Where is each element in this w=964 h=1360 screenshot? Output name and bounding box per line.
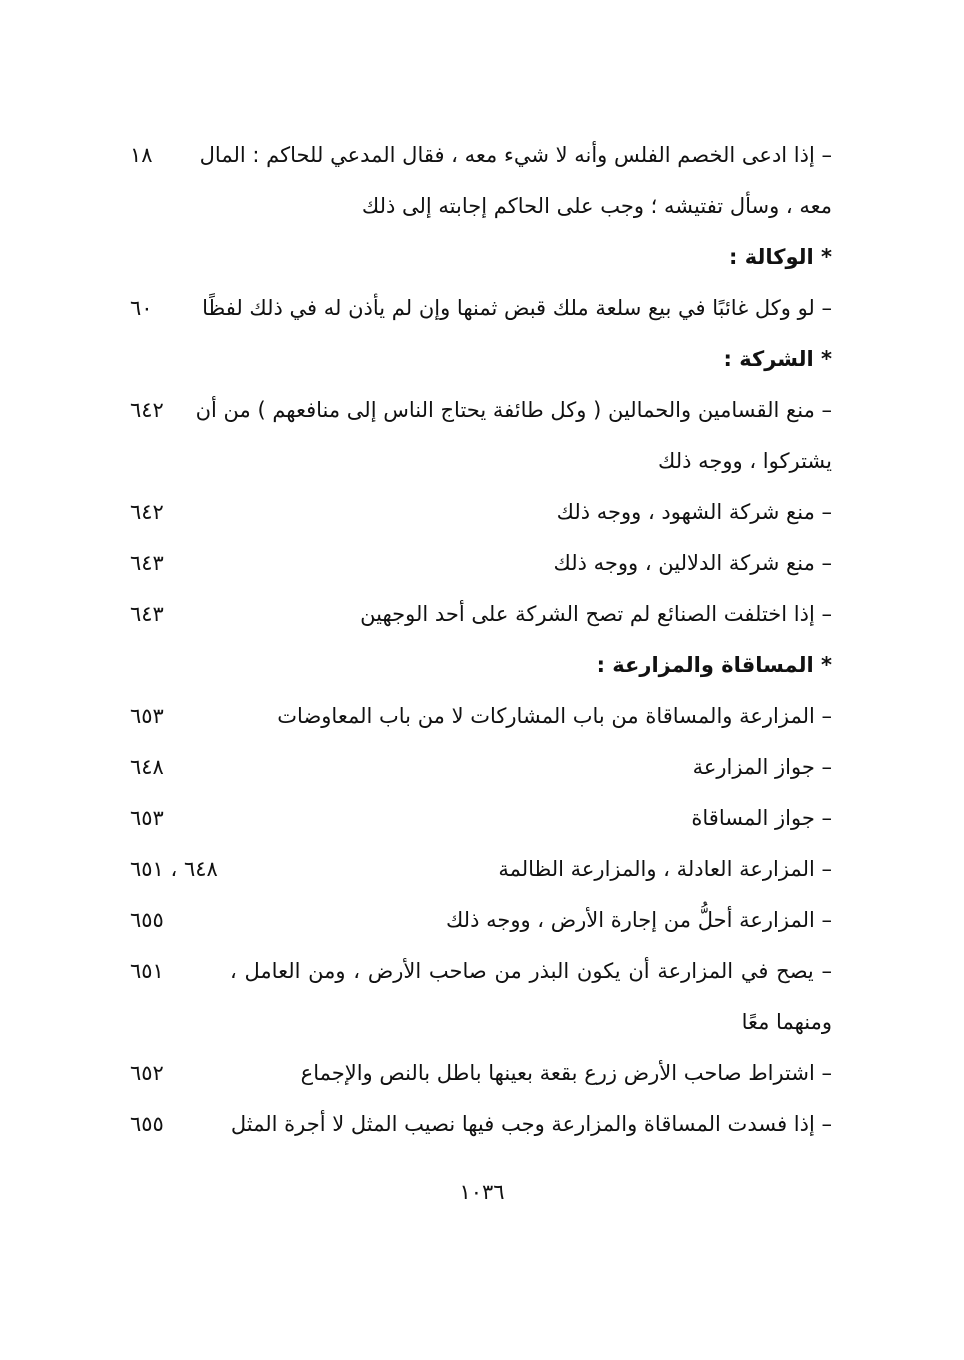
index-entry (130, 538, 832, 589)
index-entry (130, 691, 832, 742)
entry-page-reference: ٦٥٥ (130, 908, 164, 932)
entry-text: – إذا ادعى الخصم الفلس وأنه لا شيء معه ، فقال المدعي للحاكم : المال (199, 143, 832, 167)
entry-page-reference: ٦٤٢ (130, 398, 164, 422)
entry-text: – منع القسامين والحمالين ( وكل طائفة يحتاج الناس إلى منافعهم ) من أن (195, 398, 832, 422)
index-entry (130, 487, 832, 538)
index-entry (130, 844, 832, 895)
index-entry (130, 589, 832, 640)
index-entry (130, 793, 832, 844)
section-heading (130, 334, 832, 385)
index-entry (130, 1099, 832, 1150)
section-heading-text: * المساقاة والمزارعة : (596, 653, 832, 677)
entry-page-reference: ٦٠ (130, 296, 153, 320)
entry-text: – منع شركة الشهود ، ووجه ذلك (556, 500, 832, 524)
entry-page-reference: ٦٥١ (130, 959, 164, 983)
entry-page-reference: ٦٥٣ (130, 806, 164, 830)
index-entry-continuation (130, 436, 832, 487)
entry-text: – إذا فسدت المساقاة والمزارعة وجب فيها نصيب المثل لا أجرة المثل (230, 1112, 832, 1136)
entry-text: – المزارعة العادلة ، والمزارعة الظالمة (498, 857, 832, 881)
entry-page-reference: ٦٤٨ ، ٦٥١ (130, 857, 218, 881)
index-entry (130, 742, 832, 793)
entry-text: – جواز المساقاة (691, 806, 832, 830)
entry-page-reference: ٦٤٣ (130, 602, 164, 626)
entry-text: – إذا اختلفت الصنائع لم تصح الشركة على أحد الوجهين (360, 602, 832, 626)
page-number: ١٠٣٦ (459, 1180, 505, 1204)
index-entry-continuation (130, 997, 832, 1048)
entry-page-reference: ٦٥٢ (130, 1061, 164, 1085)
index-entry (130, 283, 832, 334)
index-entry (130, 385, 832, 436)
index-entries (130, 130, 832, 1150)
index-entry (130, 1048, 832, 1099)
entry-text: – لو وكل غائبًا في بيع سلعة ملك قبض ثمنها وإن لم يأذن له في ذلك لفظًا (202, 296, 832, 320)
entry-text: معه ، وسأل تفتيشه ؛ وجب على الحاكم إجابته إلى ذلك (361, 194, 832, 218)
entry-text: – جواز المزارعة (692, 755, 832, 779)
entry-page-reference: ٦٤٣ (130, 551, 164, 575)
entry-text: – اشتراط صاحب الأرض زرع بقعة بعينها باطل بالنص والإجماع (300, 1061, 832, 1085)
section-heading-text: * الوكالة : (729, 245, 832, 269)
entry-text: – منع شركة الدلالين ، ووجه ذلك (553, 551, 832, 575)
section-heading (130, 232, 832, 283)
entry-text: – يصح في المزارعة أن يكون البذر من صاحب الأرض ، ومن العامل ، (230, 959, 832, 983)
entry-text: – المزارعة أحلُّ من إجارة الأرض ، ووجه ذلك (445, 908, 832, 932)
entry-page-reference: ٦٤٨ (130, 755, 164, 779)
section-heading-text: * الشركة : (723, 347, 832, 371)
entry-text: – المزارعة والمساقاة من باب المشاركات لا من باب المعاوضات (277, 704, 832, 728)
index-entry (130, 895, 832, 946)
index-entry-continuation (130, 181, 832, 232)
entry-text: ومنهما معًا (741, 1010, 832, 1034)
index-entry (130, 946, 832, 997)
section-heading (130, 640, 832, 691)
entry-page-reference: ٦٥٣ (130, 704, 164, 728)
entry-page-reference: ١٨ (130, 143, 153, 167)
index-entry (130, 130, 832, 181)
entry-page-reference: ٦٤٢ (130, 500, 164, 524)
entry-text: يشتركوا ، ووجه ذلك (658, 449, 832, 473)
entry-page-reference: ٦٥٥ (130, 1112, 164, 1136)
